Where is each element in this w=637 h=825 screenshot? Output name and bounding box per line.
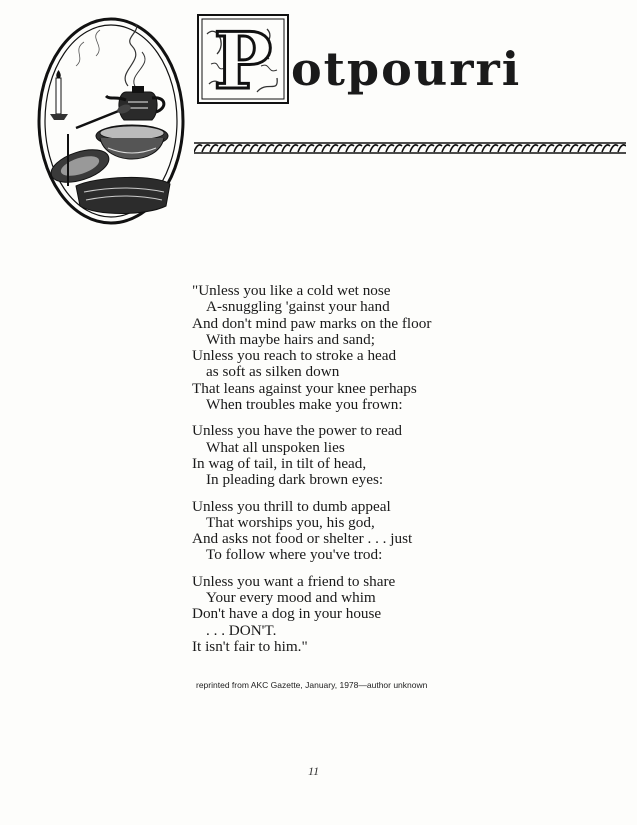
poem-line: That leans against your knee perhaps xyxy=(192,379,417,397)
poem-line: Unless you thrill to dumb appeal xyxy=(192,497,391,515)
poem-stanza xyxy=(192,283,552,413)
poem-line: as soft as silken down xyxy=(206,363,340,381)
poem-stanza xyxy=(192,423,552,488)
poem-line: A-snuggling 'gainst your hand xyxy=(206,298,390,316)
poem-line: That worships you, his god, xyxy=(206,513,375,531)
poem-stanza xyxy=(192,574,552,655)
poem-line: Your every mood and whim xyxy=(206,589,376,607)
title-initial: P xyxy=(213,16,273,104)
ornamental-rule xyxy=(194,140,626,156)
poem-line: . . . DON'T. xyxy=(206,621,277,639)
page-number: 11 xyxy=(308,764,320,778)
poem-stanza xyxy=(192,499,552,564)
poem xyxy=(192,283,552,665)
poem-line: In wag of tail, in tilt of head, xyxy=(192,454,367,472)
potpourri-illustration xyxy=(36,16,186,226)
reprint-credit: reprinted from AKC Gazette, January, 1978—author unknown xyxy=(196,680,428,690)
poem-line: And asks not food or shelter . . . just xyxy=(192,530,413,548)
poem-line: What all unspoken lies xyxy=(206,438,345,456)
poem-line: And don't mind paw marks on the floor xyxy=(192,314,432,332)
title-rest: otpourri xyxy=(291,42,522,96)
poem-line: Unless you have the power to read xyxy=(192,422,403,440)
poem-line: With maybe hairs and sand; xyxy=(206,330,375,348)
poem-line: When troubles make you frown: xyxy=(206,396,403,414)
poem-line: "Unless you like a cold wet nose xyxy=(192,282,391,299)
poem-line: To follow where you've trod: xyxy=(206,546,383,564)
poem-line: It isn't fair to him." xyxy=(192,637,308,655)
poem-line: Unless you want a friend to share xyxy=(192,572,396,590)
title-initial-block xyxy=(197,14,289,104)
poem-line: Unless you reach to stroke a head xyxy=(192,347,397,365)
poem-line: Don't have a dog in your house xyxy=(192,605,382,623)
poem-line: In pleading dark brown eyes: xyxy=(206,471,384,489)
